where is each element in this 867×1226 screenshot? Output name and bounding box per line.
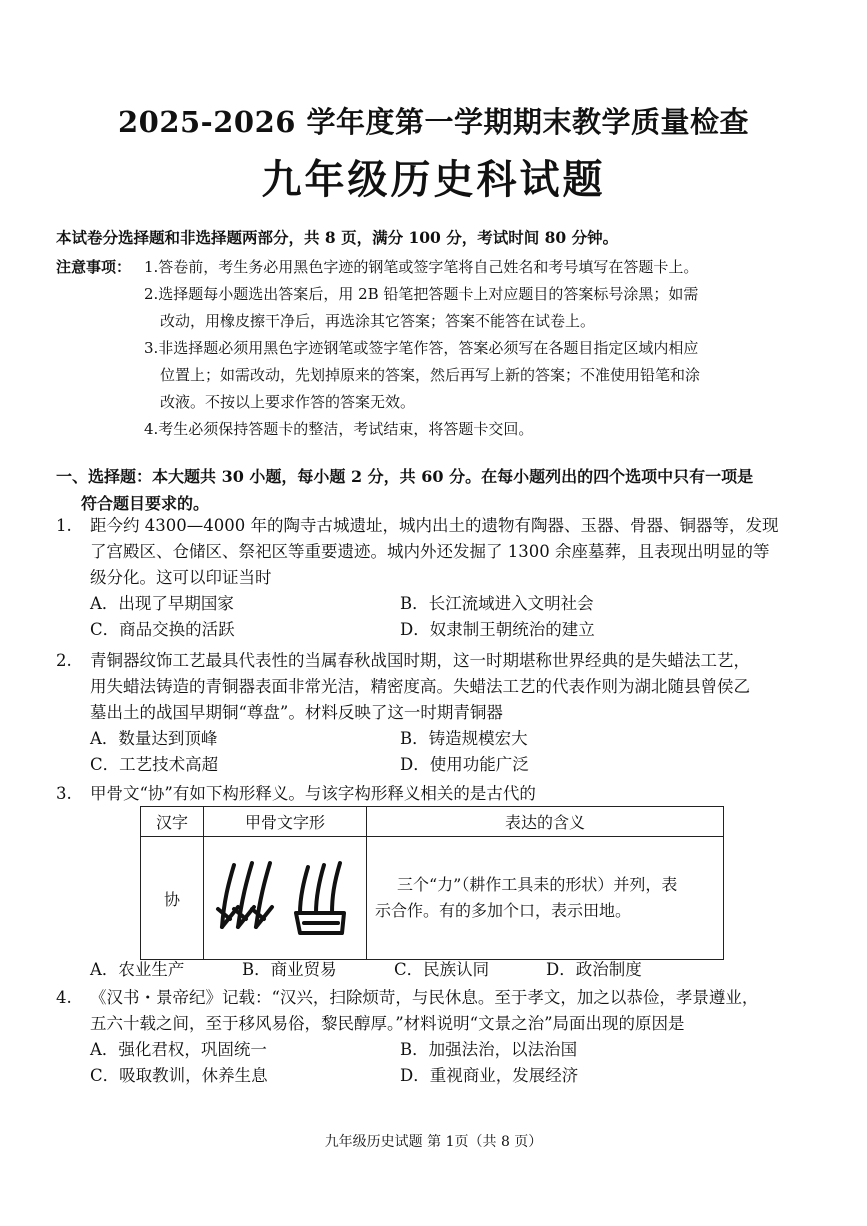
question-number: 2.	[56, 651, 72, 670]
note-text: 位置上；如需改动，先划掉原来的答案，然后再写上新的答案；不准使用铅笔和涂	[160, 366, 701, 384]
section-heading-line: 一、选择题：本大题共 30 小题，每小题 2 分，共 60 分。在每小题列出的四个选项中只有一项是	[56, 467, 754, 486]
option-c: C．吸取教训，休养生息	[90, 1066, 268, 1085]
exam-intro: 本试卷分选择题和非选择题两部分，共 8 页，满分 100 分，考试时间 80 分钟。	[56, 228, 619, 247]
section-heading-line: 符合题目要求的。	[81, 494, 210, 513]
notes-block	[56, 254, 826, 443]
question-stem	[56, 648, 826, 726]
stem-line: 级分化。这可以印证当时	[90, 568, 272, 587]
option-d: D．使用功能广泛	[400, 755, 529, 774]
meaning-line: 示合作。有的多加个口，表示田地。	[375, 901, 632, 920]
option-b: B．商业贸易	[242, 960, 337, 979]
table-header: 甲骨文字形	[204, 807, 367, 837]
table-header: 表达的含义	[367, 807, 724, 837]
option-d: D．政治制度	[546, 960, 642, 979]
question-stem	[56, 513, 826, 591]
meaning-line: 三个“力”（耕作工具耒的形状）并列，表	[397, 875, 678, 894]
oracle-bone-glyph-icon	[204, 837, 366, 955]
note-text: 2.选择题每小题选出答案后，用 2B 铅笔把答题卡上对应题目的答案标号涂黑；如需	[144, 285, 699, 303]
stem-line: 青铜器纹饰工艺最具代表性的当属春秋战国时期，这一时期堪称世界经典的是失蜡法工艺，	[90, 651, 750, 670]
note-text: 1.答卷前，考生务必用黑色字迹的钢笔或签字笔将自己姓名和考号填写在答题卡上。	[144, 258, 699, 276]
options	[56, 957, 826, 983]
question-2	[56, 648, 826, 778]
question-1	[56, 513, 826, 643]
page-footer: 九年级历史试题 第 1页（共 8 页）	[324, 1134, 543, 1150]
option-a: A．强化君权，巩固统一	[90, 1040, 267, 1059]
stem-line: 《汉书・景帝纪》记载：“汉兴，扫除烦苛，与民休息。至于孝文，加之以恭俭，孝景遵业，	[90, 988, 759, 1007]
oracle-bone-glyph	[204, 837, 367, 960]
stem-line: 甲骨文“协”有如下构形释义。与该字构形释义相关的是古代的	[90, 784, 536, 803]
question-3	[56, 781, 826, 807]
question-4	[56, 985, 826, 1089]
note-text: 改动，用橡皮擦干净后，再选涂其它答案；答案不能答在试卷上。	[160, 312, 596, 330]
stem-line: 墓出土的战国早期铜“尊盘”。材料反映了这一时期青铜器	[90, 703, 503, 722]
table-cell-char: 协	[141, 837, 204, 960]
table-cell-meaning	[367, 837, 724, 960]
question-number: 1.	[56, 516, 72, 535]
stem-line: 五六十载之间，至于移风易俗，黎民醇厚。”材料说明“文景之治”局面出现的原因是	[90, 1014, 685, 1033]
question-number: 3.	[56, 784, 72, 803]
note-item	[56, 335, 826, 416]
option-c: C．工艺技术高超	[90, 755, 219, 774]
note-item	[56, 416, 826, 443]
notes-lead: 注意事项：	[56, 258, 132, 276]
option-a: A．农业生产	[90, 960, 185, 979]
stem-line: 用失蜡法铸造的青铜器表面非常光洁，精密度高。失蜡法工艺的代表作则为湖北随县曾侯乙	[90, 677, 750, 696]
option-b: B．铸造规模宏大	[400, 729, 528, 748]
option-b: B．长江流域进入文明社会	[400, 594, 594, 613]
note-item	[56, 254, 826, 281]
options	[56, 726, 826, 778]
stem-line: 距今约 4300—4000 年的陶寺古城遗址，城内出土的遗物有陶器、玉器、骨器、铜器等，发现	[90, 516, 779, 535]
option-c: C．民族认同	[394, 960, 490, 979]
note-text: 4.考生必须保持答题卡的整洁，考试结束，将答题卡交回。	[144, 420, 534, 438]
option-c: C．商品交换的活跃	[90, 620, 235, 639]
option-b: B．加强法治，以法治国	[400, 1040, 578, 1059]
option-d: D．奴隶制王朝统治的建立	[400, 620, 595, 639]
table-header-row	[141, 807, 724, 837]
question-3-options	[56, 957, 826, 983]
section-heading	[56, 463, 826, 517]
options	[56, 591, 826, 643]
option-d: D．重视商业，发展经济	[400, 1066, 579, 1085]
note-text: 3.非选择题必须用黑色字迹钢笔或签字笔作答，答案必须写在各题目指定区域内相应	[144, 339, 699, 357]
option-a: A．出现了早期国家	[90, 594, 234, 613]
note-text: 改液。不按以上要求作答的答案无效。	[160, 393, 416, 411]
table-header: 汉字	[141, 807, 204, 837]
stem-line: 了宫殿区、仓储区、祭祀区等重要遗迹。城内外还发掘了 1300 余座墓葬，且表现出明显的等	[90, 542, 770, 561]
question-stem	[56, 985, 826, 1037]
option-a: A．数量达到顶峰	[90, 729, 218, 748]
glyph-table	[140, 806, 724, 960]
exam-title: 2025-2026 学年度第一学期期末教学质量检查	[117, 105, 750, 139]
exam-subtitle: 九年级历史科试题	[261, 156, 606, 203]
options	[56, 1037, 826, 1089]
note-item	[56, 281, 826, 335]
table-row	[141, 837, 724, 960]
question-stem	[56, 781, 826, 807]
question-number: 4.	[56, 988, 72, 1007]
